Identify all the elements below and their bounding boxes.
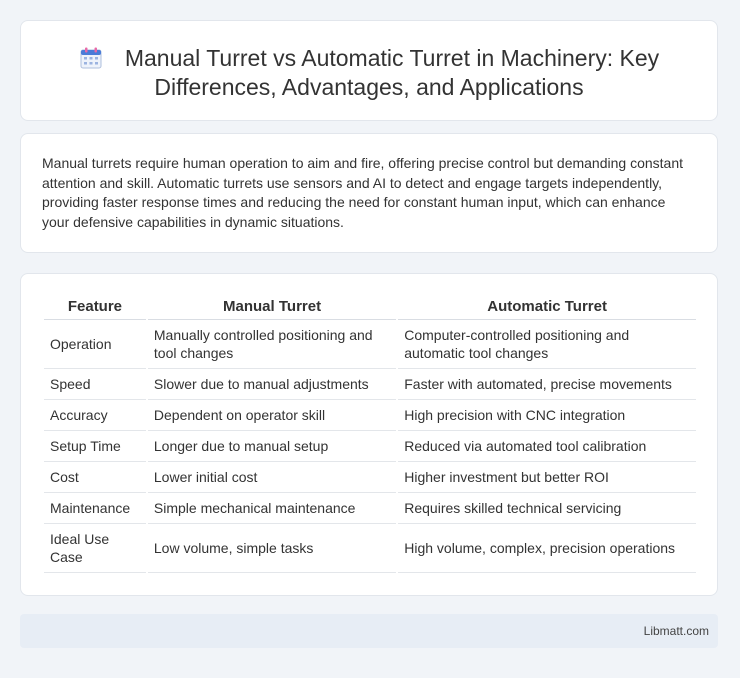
cell-manual: Lower initial cost	[148, 462, 396, 493]
cell-feature: Setup Time	[44, 431, 146, 462]
cell-feature: Accuracy	[44, 400, 146, 431]
cell-feature: Cost	[44, 462, 146, 493]
footer-site-link[interactable]: Libmatt.com	[643, 624, 709, 638]
cell-automatic: High precision with CNC integration	[398, 400, 696, 431]
cell-automatic: Computer-controlled positioning and automatic tool changes	[398, 320, 696, 369]
footer-bar	[20, 614, 718, 648]
header-manual-turret: Manual Turret	[148, 294, 396, 320]
cell-feature: Ideal Use Case	[44, 524, 146, 573]
cell-manual: Manually controlled positioning and tool changes	[148, 320, 396, 369]
calendar-icon	[79, 46, 103, 70]
intro-paragraph: Manual turrets require human operation to aim and fire, offering precise control but demanding constant attention and skill. Automatic turrets use sensors and AI to detect and engage targets independently, providing faster response times and reducing the need for constant human input, which can enhance your defensive capabilities in dynamic situations.	[42, 155, 683, 230]
page-title-wrap	[21, 44, 717, 102]
cell-feature: Speed	[44, 369, 146, 400]
table-row	[44, 369, 696, 400]
title-card	[20, 20, 718, 121]
comparison-table-card	[20, 273, 718, 596]
page-title: Manual Turret vs Automatic Turret in Machinery: Key Differences, Advantages, and Applications	[124, 45, 660, 100]
cell-manual: Low volume, simple tasks	[148, 524, 396, 573]
header-feature: Feature	[44, 294, 146, 320]
cell-automatic: Faster with automated, precise movements	[398, 369, 696, 400]
table-row	[44, 493, 696, 524]
cell-feature: Operation	[44, 320, 146, 369]
cell-manual: Slower due to manual adjustments	[148, 369, 396, 400]
cell-manual: Longer due to manual setup	[148, 431, 396, 462]
comparison-table	[42, 294, 698, 573]
cell-feature: Maintenance	[44, 493, 146, 524]
table-row	[44, 400, 696, 431]
header-automatic-turret: Automatic Turret	[398, 294, 696, 320]
table-row	[44, 524, 696, 573]
cell-automatic: Higher investment but better ROI	[398, 462, 696, 493]
cell-automatic: Reduced via automated tool calibration	[398, 431, 696, 462]
cell-automatic: Requires skilled technical servicing	[398, 493, 696, 524]
table-row	[44, 462, 696, 493]
table-row	[44, 431, 696, 462]
cell-automatic: High volume, complex, precision operations	[398, 524, 696, 573]
table-row	[44, 320, 696, 369]
table-header-row	[44, 294, 696, 320]
intro-card	[20, 133, 718, 253]
cell-manual: Dependent on operator skill	[148, 400, 396, 431]
cell-manual: Simple mechanical maintenance	[148, 493, 396, 524]
